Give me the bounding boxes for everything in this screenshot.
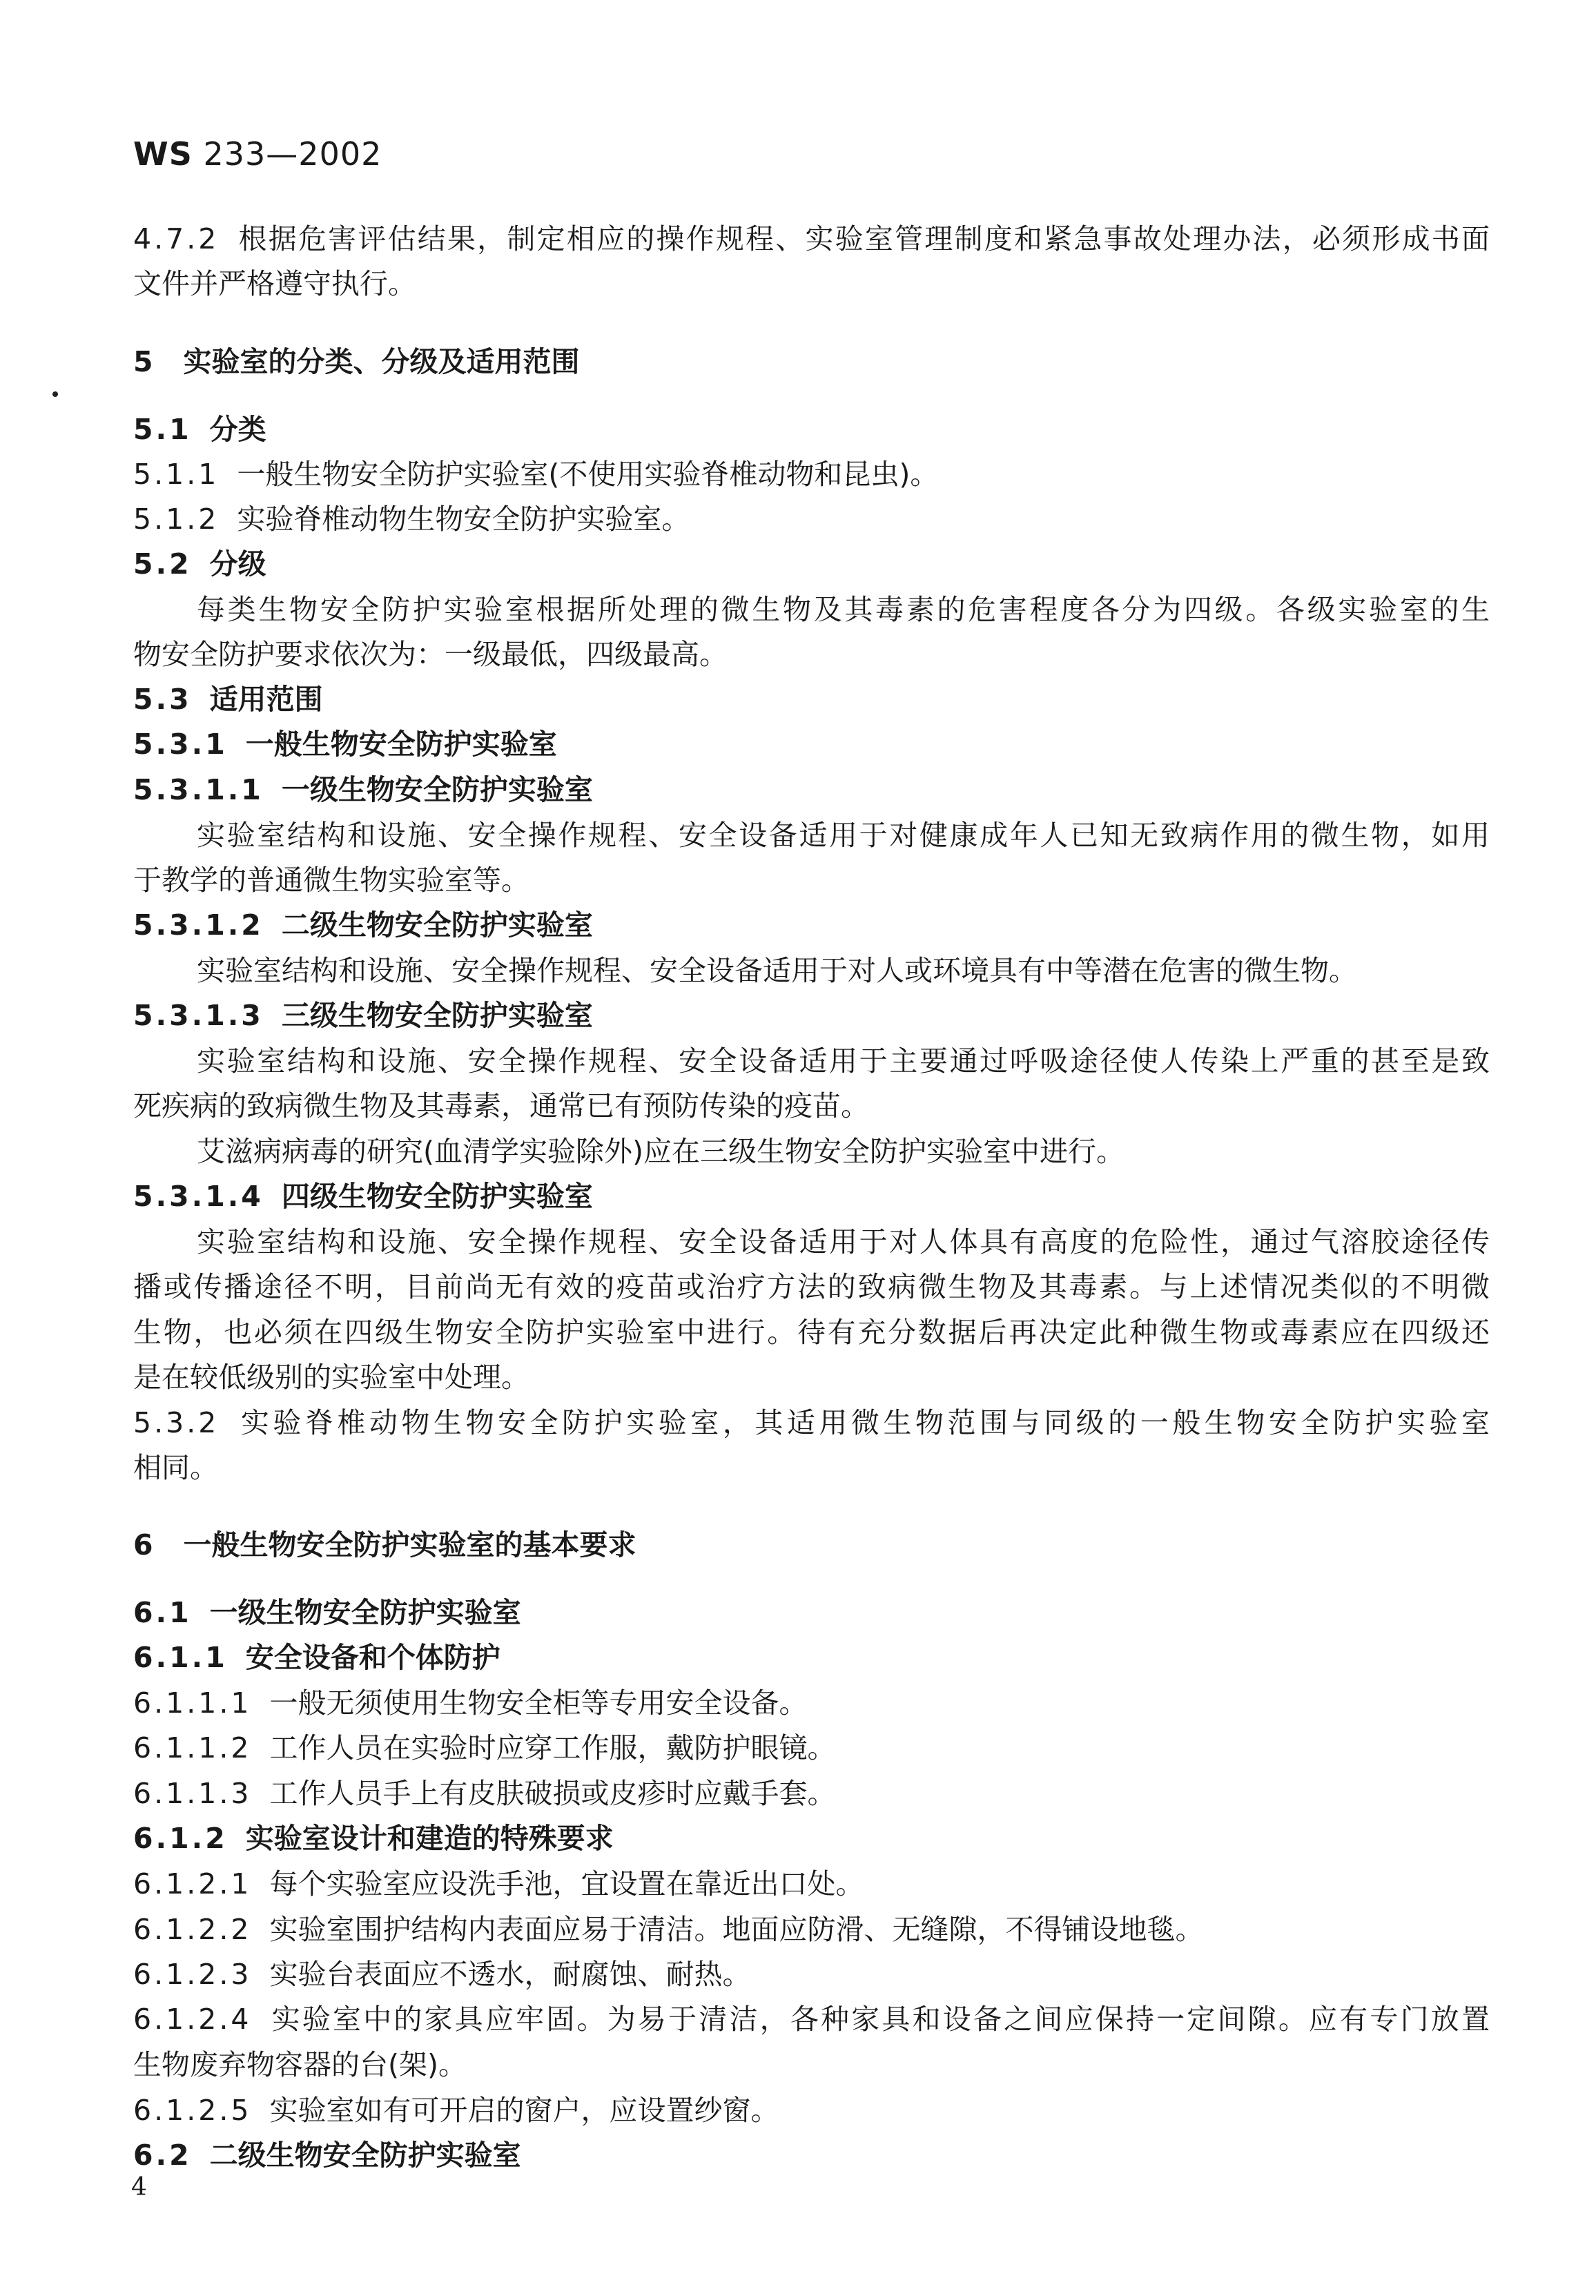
clause-6-1-1-2: 6.1.1.2 工作人员在实验时应穿工作服，戴防护眼镜。 <box>133 1731 836 1764</box>
paragraph-line: 艾滋病病毒的研究(血清学实验除外)应在三级生物安全防护实验室中进行。 <box>197 1135 1125 1168</box>
clause-5-3-1-3: 5.3.1.3 三级生物安全防护实验室 <box>133 999 593 1032</box>
clause-6-1-2-3: 6.1.2.3 实验台表面应不透水，耐腐蚀、耐热。 <box>133 1958 751 1991</box>
clause-6-1-2-4: 6.1.2.4 实验室中的家具应牢固。为易于清洁，各种家具和设备之间应保持一定间隙。应有专门放置 <box>133 2003 1490 2036</box>
section-5-heading: 5 实验室的分类、分级及适用范围 <box>133 345 580 378</box>
clause-5-3-1-2: 5.3.1.2 二级生物安全防护实验室 <box>133 908 593 942</box>
paragraph-line: 于教学的普通微生物实验室等。 <box>133 864 529 897</box>
clause-6-1: 6.1 一级生物安全防护实验室 <box>133 1596 521 1629</box>
clause-5-3-2: 5.3.2 实验脊椎动物生物安全防护实验室，其适用微生物范围与同级的一般生物安全防护实验室 <box>133 1406 1490 1439</box>
clause-5-1-2: 5.1.2 实验脊椎动物生物安全防护实验室。 <box>133 503 690 536</box>
clause-text-line: 文件并严格遵守执行。 <box>133 267 416 300</box>
paragraph-line: 死疾病的致病微生物及其毒素，通常已有预防传染的疫苗。 <box>133 1089 869 1122</box>
clause-6-1-2-5: 6.1.2.5 实验室如有可开启的窗户，应设置纱窗。 <box>133 2094 779 2127</box>
clause-6-1-2-1: 6.1.2.1 每个实验室应设洗手池，宜设置在靠近出口处。 <box>133 1867 864 1900</box>
clause-6-1-2-2: 6.1.2.2 实验室围护结构内表面应易于清洁。地面应防滑、无缝隙，不得铺设地毯。 <box>133 1913 1204 1946</box>
paragraph-line: 是在较低级别的实验室中处理。 <box>133 1361 529 1394</box>
paragraph-line: 每类生物安全防护实验室根据所处理的微生物及其毒素的危害程度各分为四级。各级实验室的生 <box>197 593 1490 626</box>
clause-6-2: 6.2 二级生物安全防护实验室 <box>133 2139 521 2172</box>
clause-5-3-1-1: 5.3.1.1 一级生物安全防护实验室 <box>133 773 593 806</box>
clause-6-1-2: 6.1.2 实验室设计和建造的特殊要求 <box>133 1822 614 1855</box>
clause-4-7-2: 4.7.2 根据危害评估结果，制定相应的操作规程、实验室管理制度和紧急事故处理办法，必须形成书面 <box>133 222 1490 255</box>
clause-5-3: 5.3 适用范围 <box>133 683 323 716</box>
paragraph-line: 实验室结构和设施、安全操作规程、安全设备适用于对人体具有高度的危险性，通过气溶胶途径传 <box>197 1225 1490 1258</box>
paragraph-line: 生物，也必须在四级生物安全防护实验室中进行。待有充分数据后再决定此种微生物或毒素应在四级还 <box>133 1316 1490 1349</box>
clause-5-3-1: 5.3.1 一般生物安全防护实验室 <box>133 728 557 761</box>
paragraph-line: 实验室结构和设施、安全操作规程、安全设备适用于主要通过呼吸途径使人传染上严重的甚至是致 <box>197 1044 1490 1078</box>
clause-5-3-1-4: 5.3.1.4 四级生物安全防护实验室 <box>133 1180 593 1213</box>
standard-code: 233—2002 <box>203 135 382 173</box>
clause-5-2: 5.2 分级 <box>133 547 266 581</box>
standard-prefix: WS <box>133 135 193 173</box>
page-number: 4 <box>131 2173 147 2201</box>
clause-6-1-1: 6.1.1 安全设备和个体防护 <box>133 1641 500 1674</box>
paragraph-line: 实验室结构和设施、安全操作规程、安全设备适用于对人或环境具有中等潜在危害的微生物。 <box>197 954 1357 987</box>
paragraph-line: 生物废弃物容器的台(架)。 <box>133 2048 467 2081</box>
section-6-heading: 6 一般生物安全防护实验室的基本要求 <box>133 1528 636 1562</box>
clause-5-1-1: 5.1.1 一般生物安全防护实验室(不使用实验脊椎动物和昆虫)。 <box>133 458 939 491</box>
clause-6-1-1-3: 6.1.1.3 工作人员手上有皮肤破损或皮疹时应戴手套。 <box>133 1777 836 1810</box>
clause-6-1-1-1: 6.1.1.1 一般无须使用生物安全柜等专用安全设备。 <box>133 1686 808 1720</box>
scan-speck <box>52 391 58 397</box>
paragraph-line: 实验室结构和设施、安全操作规程、安全设备适用于对健康成年人已知无致病作用的微生物，如用 <box>197 819 1490 852</box>
paragraph-line: 物安全防护要求依次为：一级最低，四级最高。 <box>133 638 728 671</box>
clause-5-1: 5.1 分类 <box>133 413 266 446</box>
standard-number-header <box>133 135 382 173</box>
paragraph-line: 播或传播途径不明，目前尚无有效的疫苗或治疗方法的致病微生物及其毒素。与上述情况类似的不明微 <box>133 1270 1490 1303</box>
paragraph-line: 相同。 <box>133 1451 218 1484</box>
